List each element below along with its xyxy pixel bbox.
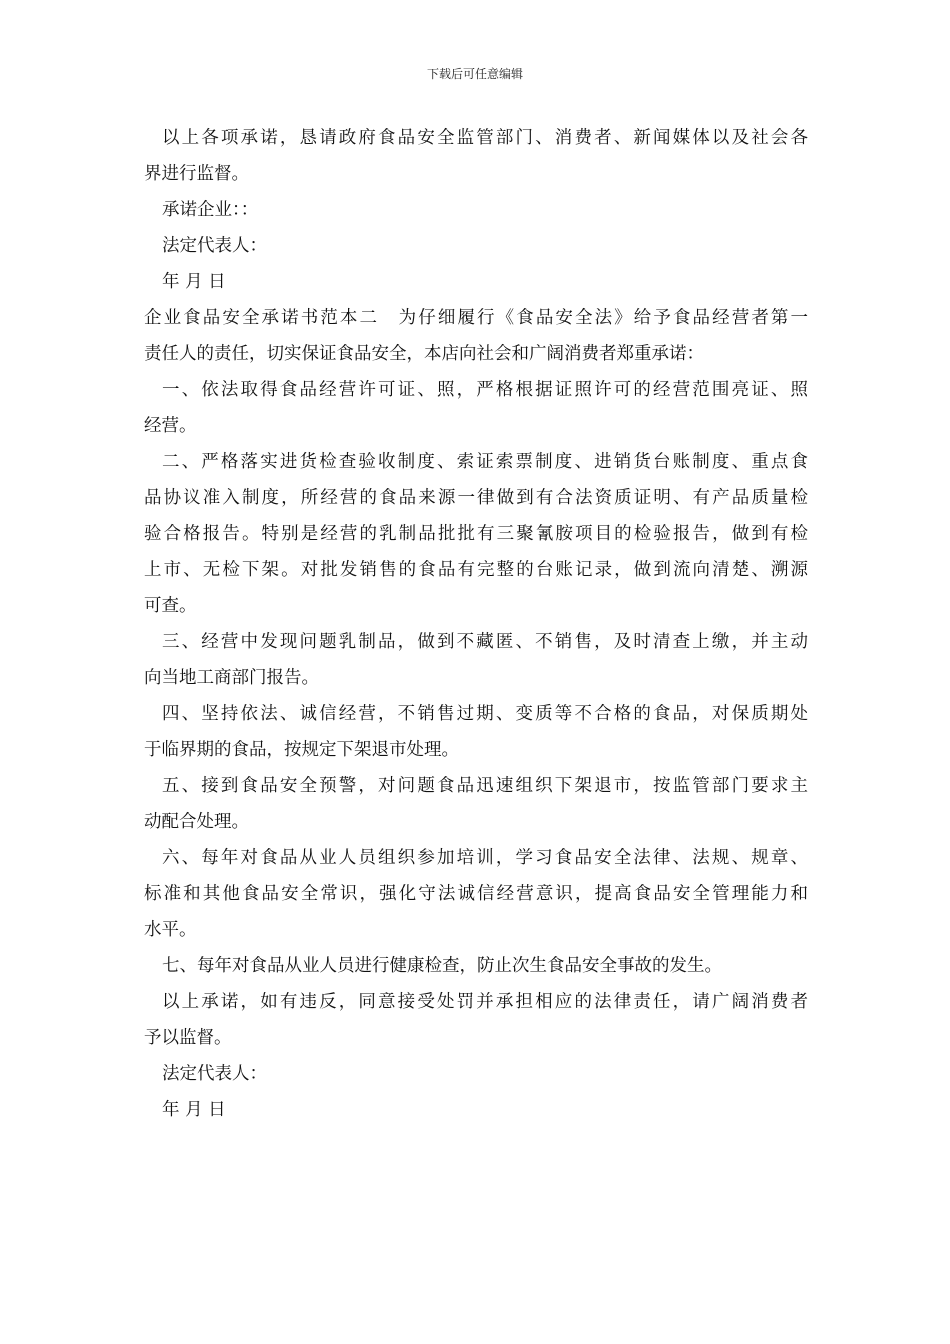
text-line: 年 月 日 [162, 272, 226, 292]
text-line: 以上承诺，如有违反，同意接受处罚并承担相应的法律责任，请广阔消费者 [162, 992, 808, 1012]
text-line: 界进行监督。 [144, 164, 249, 184]
text-line: 七、每年对食品从业人员进行健康检查，防止次生食品安全事故的发生。 [162, 956, 722, 976]
text-line: 向当地工商部门报告。 [144, 668, 319, 688]
text-line: 二、严格落实进货检查验收制度、索证索票制度、进销货台账制度、重点食 [162, 452, 808, 472]
text-line: 六、每年对食品从业人员组织参加培训，学习食品安全法律、法规、规章、 [162, 848, 808, 868]
text-line: 于临界期的食品，按规定下架退市处理。 [144, 740, 459, 760]
text-line: 法定代表人： [162, 1064, 267, 1084]
text-line: 年 月 日 [162, 1100, 226, 1120]
text-line: 经营。 [144, 416, 197, 436]
text-line: 五、接到食品安全预警，对问题食品迅速组织下架退市，按监管部门要求主 [162, 776, 808, 796]
text-line: 动配合处理。 [144, 812, 249, 832]
text-line: 一、依法取得食品经营许可证、照，严格根据证照许可的经营范围亮证、照 [162, 380, 808, 400]
text-line: 品协议准入制度，所经营的食品来源一律做到有合法资质证明、有产品质量检 [144, 488, 808, 508]
page-header: 下载后可任意编辑 [426, 67, 523, 81]
text-line: 水平。 [144, 920, 197, 940]
text-line: 责任人的责任，切实保证食品安全，本店向社会和广阔消费者郑重承诺： [144, 344, 704, 364]
text-line: 验合格报告。特别是经营的乳制品批批有三聚氰胺项目的检验报告，做到有检 [144, 524, 808, 544]
text-line: 标准和其他食品安全常识，强化守法诚信经营意识，提高食品安全管理能力和 [144, 884, 808, 904]
text-line: 四、坚持依法、诚信经营，不销售过期、变质等不合格的食品，对保质期处 [162, 704, 808, 724]
text-line: 可查。 [144, 596, 197, 616]
text-line: 三、经营中发现问题乳制品，做到不藏匿、不销售，及时清查上缴，并主动 [162, 632, 808, 652]
document-body [144, 120, 808, 1128]
text-line: 予以监督。 [144, 1028, 232, 1048]
text-line: 法定代表人： [162, 236, 267, 256]
text-line: 企业食品安全承诺书范本二 为仔细履行《食品安全法》给予食品经营者第一 [144, 308, 808, 328]
text-line: 承诺企业：： [162, 200, 259, 220]
text-line: 以上各项承诺，恳请政府食品安全监管部门、消费者、新闻媒体以及社会各 [162, 128, 808, 148]
text-line: 上市、无检下架。对批发销售的食品有完整的台账记录，做到流向清楚、溯源 [144, 560, 808, 580]
